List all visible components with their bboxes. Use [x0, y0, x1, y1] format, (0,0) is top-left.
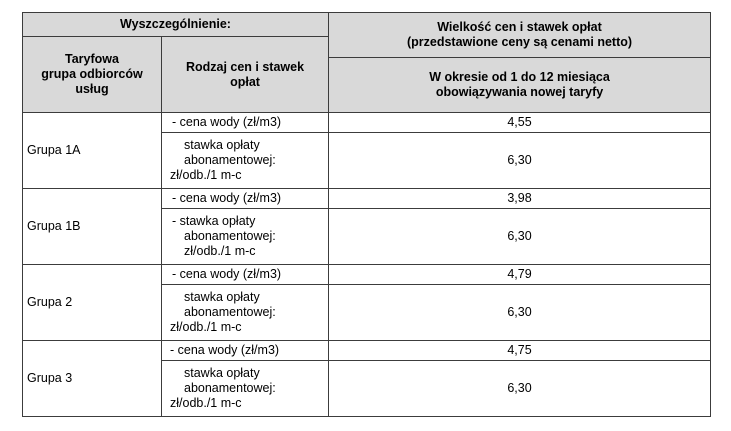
fee-value: 6,30: [329, 285, 711, 341]
water-price-label: - cena wody (zł/m3): [162, 113, 329, 133]
fee-label-line2: abonamentowej:: [184, 381, 276, 395]
fee-label-line3: zł/odb./1 m-c: [184, 244, 256, 258]
price-title-header: [329, 13, 711, 58]
type-column-line2: opłat: [230, 74, 260, 89]
table-row: [23, 189, 711, 209]
fee-value: 6,30: [329, 361, 711, 417]
fee-label-line1: stawka opłaty: [184, 290, 260, 304]
group-name: Grupa 1A: [23, 113, 162, 189]
tariff-table: [22, 12, 711, 417]
period-line1: W okresie od 1 do 12 miesiąca: [429, 70, 610, 84]
price-title-line2: (przedstawione ceny są cenami netto): [406, 35, 633, 49]
group-column-line1: Taryfowa: [65, 52, 119, 66]
fee-value: 6,30: [329, 133, 711, 189]
group-column-header: [23, 37, 162, 113]
type-column-line1: Rodzaj cen i stawek: [185, 59, 305, 74]
group-name: Grupa 1B: [23, 189, 162, 265]
fee-value: 6,30: [329, 209, 711, 265]
fee-label: [162, 361, 329, 417]
group-column-line3: usług: [75, 82, 109, 96]
price-title-line1: Wielkość cen i stawek opłat: [437, 20, 602, 34]
period-header: [329, 58, 711, 113]
water-price-value: 4,75: [329, 341, 711, 361]
group-column-line2: grupa odbiorców: [41, 67, 143, 81]
water-price-label: - cena wody (zł/m3): [162, 341, 329, 361]
group-name: Grupa 2: [23, 265, 162, 341]
fee-label-line2: abonamentowej:: [184, 153, 276, 167]
group-name: Grupa 3: [23, 341, 162, 417]
fee-label-line1: - stawka opłaty: [172, 214, 256, 228]
fee-label-line3: zł/odb./1 m-c: [170, 320, 242, 334]
fee-label: [162, 209, 329, 265]
water-price-value: 4,79: [329, 265, 711, 285]
period-line2: obowiązywania nowej taryfy: [435, 85, 604, 99]
table-row: [23, 113, 711, 133]
water-price-label: - cena wody (zł/m3): [162, 189, 329, 209]
fee-label-line1: stawka opłaty: [184, 366, 260, 380]
fee-label-line2: abonamentowej:: [184, 229, 276, 243]
fee-label-line1: stawka opłaty: [184, 138, 260, 152]
water-price-label: - cena wody (zł/m3): [162, 265, 329, 285]
fee-label-line3: zł/odb./1 m-c: [170, 396, 242, 410]
fee-label-line2: abonamentowej:: [184, 305, 276, 319]
fee-label: [162, 133, 329, 189]
type-column-header: [162, 37, 329, 113]
table-row: [23, 265, 711, 285]
fee-label: [162, 285, 329, 341]
water-price-value: 4,55: [329, 113, 711, 133]
table-row: [23, 341, 711, 361]
header-row-1: [23, 13, 711, 37]
specification-header: Wyszczególnienie:: [23, 13, 329, 37]
fee-label-line3: zł/odb./1 m-c: [170, 168, 242, 182]
water-price-value: 3,98: [329, 189, 711, 209]
